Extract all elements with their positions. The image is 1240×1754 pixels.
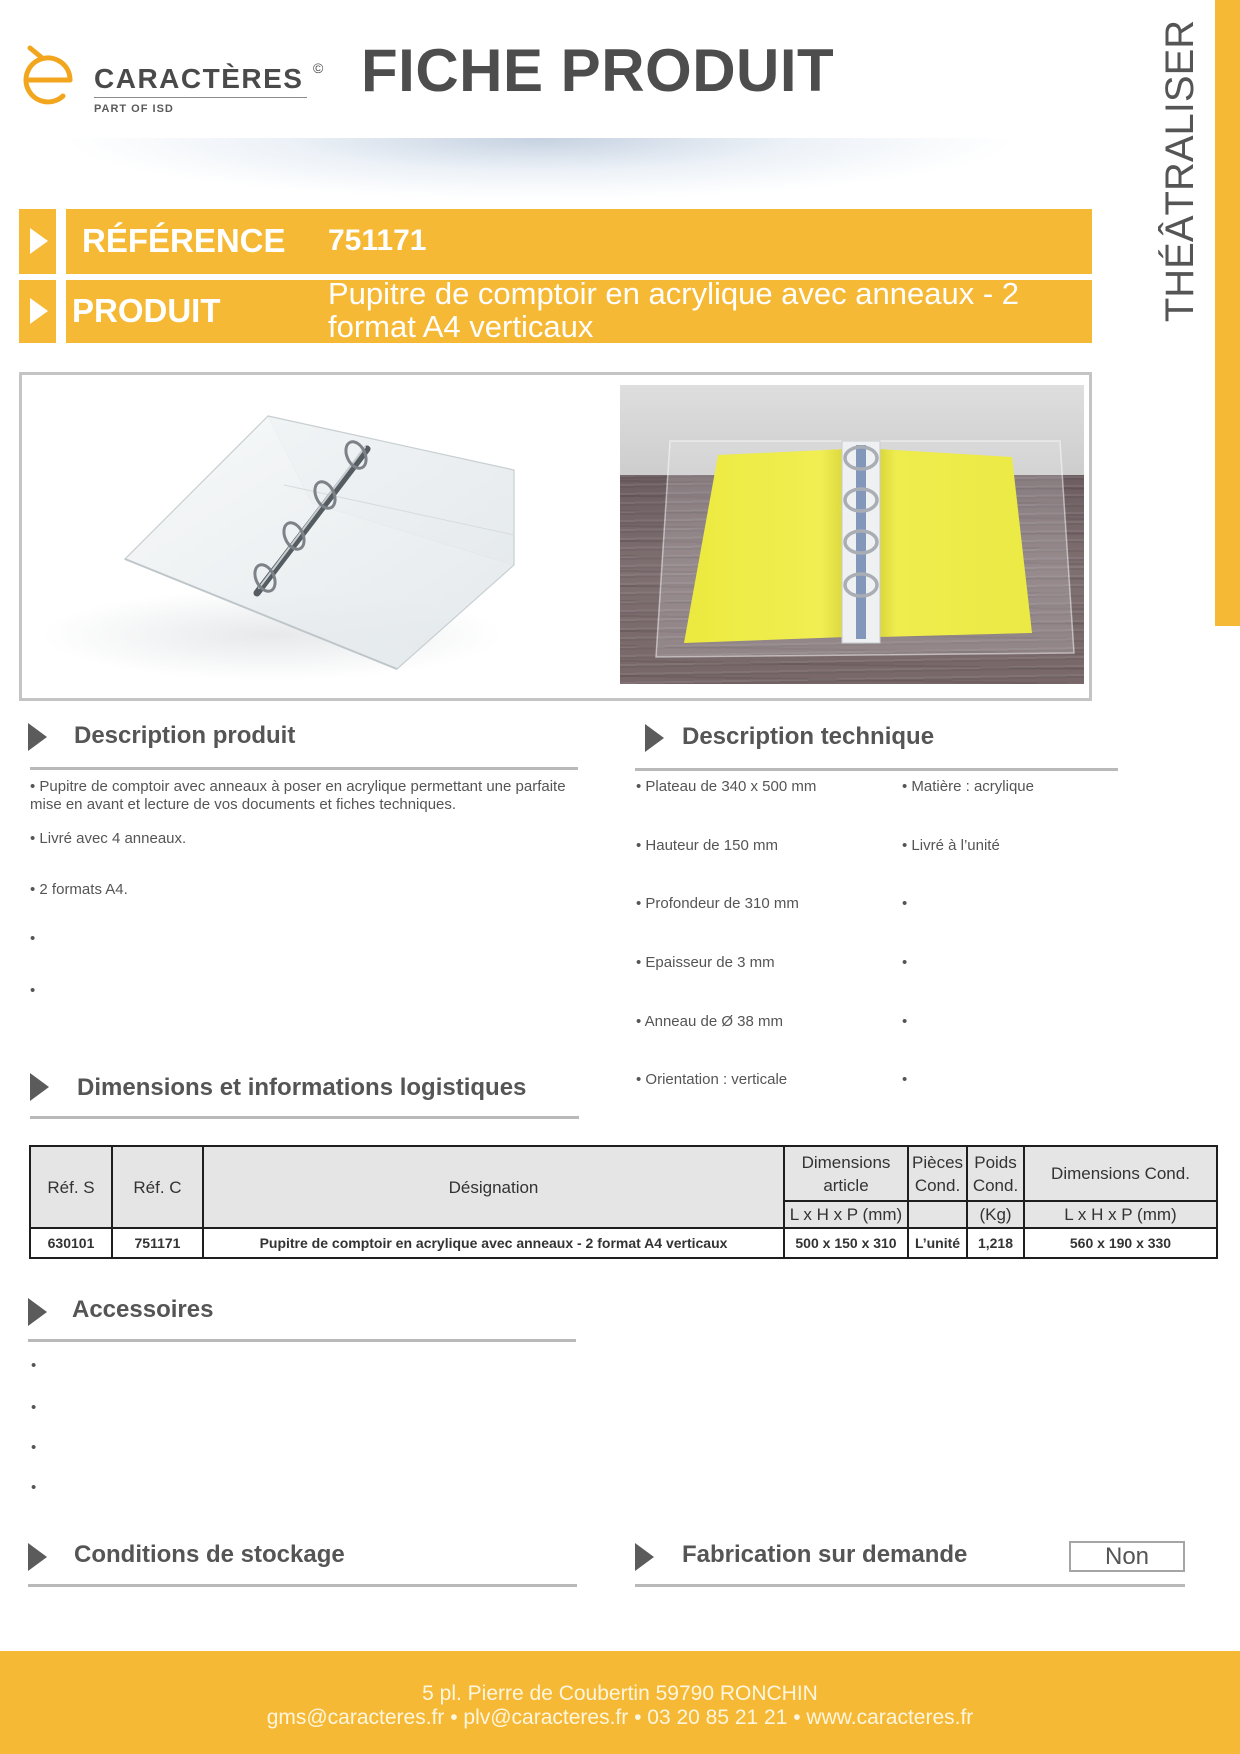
table-row [30, 1228, 1217, 1258]
product-photo-in-use [620, 385, 1084, 684]
accessoire-item: • [31, 1399, 37, 1416]
cell-ref-c: 751171 [112, 1228, 203, 1258]
reference-arrow [19, 209, 56, 274]
section-arrow-icon [645, 724, 664, 752]
tech-item: • Profondeur de 310 mm [636, 895, 799, 912]
cell-designation: Pupitre de comptoir en acrylique avec anneaux - 2 format A4 verticaux [203, 1228, 784, 1258]
fabrication-value-box: Non [1069, 1541, 1185, 1572]
category-label: THÉÂTRALISER [1158, 19, 1202, 323]
brand-logo-icon [16, 44, 80, 108]
unit-pieces [908, 1201, 967, 1228]
photo-overlay [620, 385, 1084, 684]
col-header-poids: Poids Cond. [967, 1146, 1024, 1201]
brand-tagline: PART OF ISD [94, 103, 174, 115]
tech-item: • Orientation : verticale [636, 1071, 788, 1088]
description-technique-title: Description technique [682, 723, 935, 750]
accessoire-item: • [31, 1357, 37, 1374]
section-arrow-icon [28, 1298, 47, 1326]
section-rule [28, 1339, 576, 1342]
reference-label: RÉFÉRENCE [82, 222, 286, 259]
section-rule [28, 1584, 577, 1587]
header-shadow [60, 138, 1020, 200]
cell-poids: 1,218 [967, 1228, 1024, 1258]
col-header-ref-s: Réf. S [30, 1146, 112, 1228]
table-header-row [30, 1146, 1217, 1201]
product-band [66, 276, 1092, 344]
section-rule [635, 1584, 1185, 1587]
unit-poids: (Kg) [967, 1201, 1024, 1228]
page-title: FICHE PRODUIT [361, 37, 835, 104]
tech-item: • [902, 1013, 908, 1030]
accessoire-item: • [31, 1439, 37, 1456]
binder-spine-strip [856, 445, 866, 639]
cell-dim-article: 500 x 150 x 310 [784, 1228, 908, 1258]
description-item: • [30, 930, 36, 947]
footer-contact: gms@caracteres.fr • plv@caracteres.fr • 03 20 85 21 21 • www.caracteres.fr [266, 1706, 974, 1729]
reference-value: 751171 [328, 224, 427, 257]
reference-band [66, 209, 1092, 274]
logistics-title: Dimensions et informations logistiques [77, 1074, 527, 1101]
cell-ref-s: 630101 [30, 1228, 112, 1258]
fabrication-title: Fabrication sur demande [682, 1541, 968, 1568]
col-header-dim-cond: Dimensions Cond. [1024, 1146, 1217, 1201]
brand-copyright-mark: © [313, 60, 324, 76]
brand-name: CARACTÈRES [94, 63, 304, 94]
col-header-dim-article: Dimensions article [784, 1146, 908, 1201]
section-rule [635, 768, 1118, 771]
section-arrow-icon [635, 1543, 654, 1571]
footer [0, 1651, 1240, 1754]
brand-underline [94, 97, 307, 98]
unit-dim-article: L x H x P (mm) [784, 1201, 908, 1228]
tech-item: • Livré à l’unité [902, 837, 1000, 854]
description-item: • [30, 982, 36, 999]
side-accent-bar [1215, 0, 1240, 626]
accessoires-title: Accessoires [72, 1296, 214, 1323]
description-item: • Livré avec 4 anneaux. [30, 830, 187, 847]
col-header-ref-c: Réf. C [112, 1146, 203, 1228]
product-arrow [19, 280, 56, 343]
tech-item: • [902, 954, 908, 971]
tech-item: • Plateau de 340 x 500 mm [636, 778, 817, 795]
footer-address: 5 pl. Pierre de Coubertin 59790 RONCHIN [422, 1682, 818, 1705]
product-value: Pupitre de comptoir en acrylique avec anneaux - 2 format A4 verticaux [328, 276, 1020, 344]
tech-item: • [902, 895, 908, 912]
section-arrow-icon [30, 1073, 49, 1101]
tech-item: • Epaisseur de 3 mm [636, 954, 775, 971]
logistics-table [29, 1145, 1218, 1259]
tech-item: • Anneau de Ø 38 mm [636, 1013, 784, 1030]
unit-dim-cond: L x H x P (mm) [1024, 1201, 1217, 1228]
section-arrow-icon [28, 1543, 47, 1571]
product-photo-stand [22, 375, 600, 698]
section-arrow-icon [28, 723, 47, 751]
description-item: • 2 formats A4. [30, 881, 128, 898]
cell-pieces: L’unité [908, 1228, 967, 1258]
accessoire-item: • [31, 1479, 37, 1496]
col-header-pieces: Pièces Cond. [908, 1146, 967, 1201]
description-item: • Pupitre de comptoir avec anneaux à poser en acrylique permettant une parfaite mise en avant et lecture de vos documents et fiches techniques. [30, 778, 566, 813]
arrow-right-icon [30, 298, 48, 324]
cell-dim-cond: 560 x 190 x 330 [1024, 1228, 1217, 1258]
section-rule [30, 767, 578, 770]
section-rule [30, 1116, 579, 1119]
col-header-designation: Désignation [203, 1146, 784, 1228]
product-label: PRODUIT [72, 292, 221, 329]
yellow-page-right [878, 449, 1032, 637]
tech-item: • Hauteur de 150 mm [636, 837, 778, 854]
arrow-right-icon [30, 228, 48, 254]
description-produit-title: Description produit [74, 722, 296, 749]
tech-item: • [902, 1071, 908, 1088]
tech-item: • Matière : acrylique [902, 778, 1034, 795]
stockage-title: Conditions de stockage [74, 1541, 345, 1568]
